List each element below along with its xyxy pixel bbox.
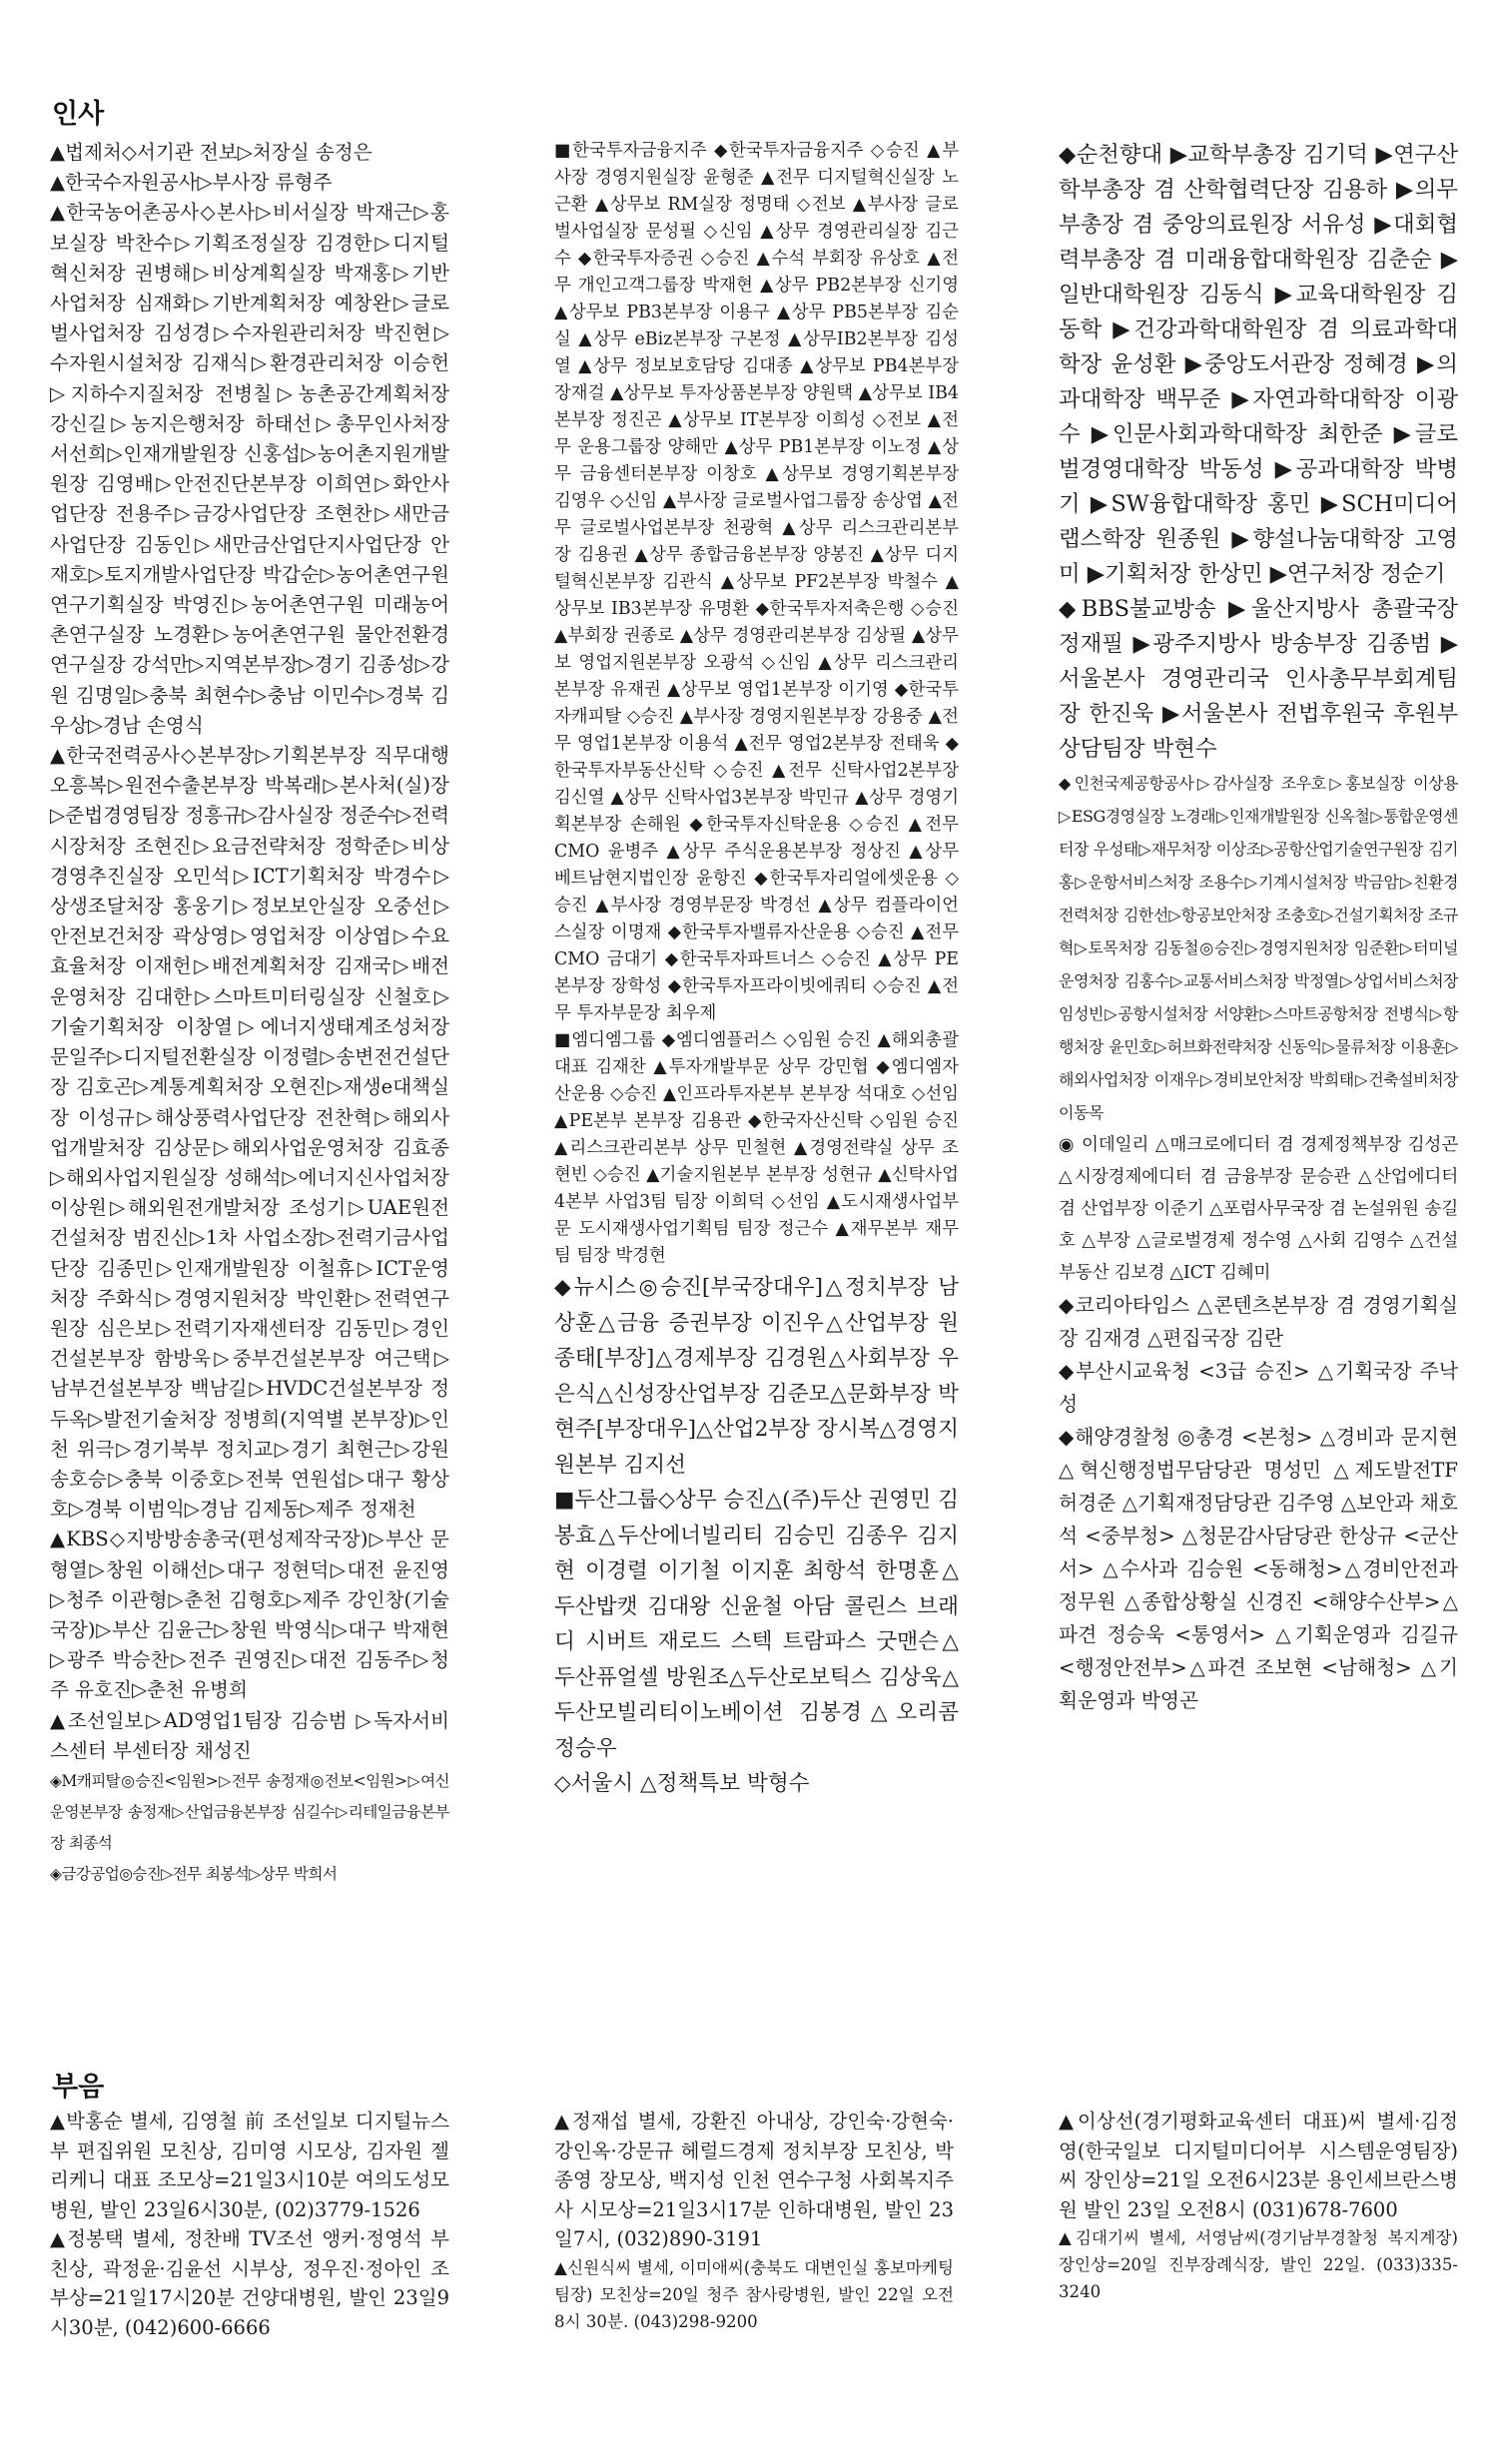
appointment-entry: ◉ 이데일리 △매크로에디터 겸 경제정책부장 김성곤 △시장경제에디터 겸 금융부장 문승관 △산업에디터겸 산업부장 이준기 △포럼사무국장 겸 논설위원 송길호 △부장 △글로벌경제 정수영 △사회 김영수 △건설부동산 김보경 △ICT 김혜미 (1059, 1135, 1458, 1283)
obituary-entry: ▲박홍순 별세, 김영철 前 조선일보 디지털뉴스부 편집위원 모친상, 김미영 시모상, 김자원 젤리케니 대표 조모상=21일3시10분 여의도성모병원, 발인 23일6시30분, (02)3779-1526 (50, 2110, 449, 2221)
appointment-entry: ▲한국농어촌공사◇본사▷비서실장 박재근▷홍보실장 박찬수▷기획조정실장 김경한▷디지털혁신처장 권병해▷비상계획실장 박재홍▷기반사업처장 심재화▷기반계획처장 예창완▷글로벌사업처장 김성경▷수자원관리처장 박진현▷수자원시설처장 김재식▷환경관리처장 이승헌▷지하수지질처장 전병칠▷농촌공간계획처장 강신길▷농지은행처장 하태선▷총무인사처장 서선희▷인재개발원장 신홍섭▷농어촌지원개발원장 김영배▷안전진단본부장 이희연▷화안사업단장 전용주▷금강사업단장 조현찬▷새만금사업단장 김동인▷새만금산업단지사업단장 안재호▷토지개발사업단장 박갑순▷농어촌연구원 연구기획실장 박영진▷농어촌연구원 미래농어촌연구실장 노경환▷농어촌연구원 물안전환경연구실장 강석만▷지역본부장▷경기 김종성▷강원 김명일▷충북 최현수▷충남 이민수▷경북 김우상▷경남 손영식 (50, 201, 449, 737)
obituary-entry: ▲김대기씨 별세, 서영남씨(경기남부경찰청 복지계장) 장인상=20일 진부장례식장, 발인 22일. (033)335-3240 (1059, 2228, 1458, 2301)
personnel-column-3 (1059, 138, 1458, 1717)
obituary-entry: ▲이상선(경기평화교육센터 대표)씨 별세·김정영(한국일보 디지털미디어부 시스템운영팀장)씨 장인상=21일 오전6시23분 용인세브란스병원 발인 23일 오전8시 (031)678-7600 (1059, 2110, 1458, 2221)
appointment-entry: ▲한국전력공사◇본부장▷기획본부장 직무대행 오흥복▷원전수출본부장 박복래▷본사처(실)장▷준법경영팀장 정흥규▷감사실장 정준수▷전력시장처장 조현진▷요금전략처장 정학준▷비상경영추진실장 오민석▷ICT기획처장 박경수▷상생조달처장 홍웅기▷정보보안실장 오중선▷안전보건처장 곽상영▷영업처장 이상엽▷수요효율처장 이재헌▷배전계획처장 김재국▷배전운영처장 김대한▷스마트미터링실장 신철호▷기술기획처장 이창열▷에너지생태계조성처장 문일주▷디지털전환실장 이정렬▷송변전건설단장 김호곤▷계통계획처장 오현진▷재생e대책실장 이성규▷해상풍력사업단장 전찬혁▷해외사업개발처장 김상문▷해외사업운영처장 김효종▷해외사업지원실장 성해석▷에너지신사업처장 이상원▷해외원전개발처장 조성기▷UAE원전건설처장 범진신▷1차 사업소장▷전력기금사업단장 김종민▷인재개발원장 이철휴▷ICT운영처장 주화식▷경영지원처장 박인환▷전력연구원장 심은보▷전력기자재센터장 김동민▷경인건설본부장 함방욱▷중부건설본부장 여근택▷남부건설본부장 백남길▷HVDC건설본부장 정두옥▷발전기술처장 정병희(지역별 본부장)▷인천 위극▷경기북부 정치교▷경기 최현근▷강원 송호승▷충북 이중호▷전북 연원섭▷대구 황상호▷경북 이범익▷경남 김제동▷제주 정재천 (50, 744, 449, 1522)
appointment-entry: ▲조선일보▷AD영업1팀장 김승범 ▷독자서비스센터 부센터장 채성진 (50, 1708, 449, 1762)
appointment-entry: ■한국투자금융지주 ◆한국투자금융지주 ◇승진 ▲부사장 경영지원실장 윤형준 ▲전무 디지털혁신실장 노근환 ▲상무보 RM실장 정명태 ◇전보 ▲부사장 글로벌사업실장 문성필 ◇신임 ▲상무 경영관리실장 김근수 ◆한국투자증권 ◇승진 ▲수석 부회장 유상호 ▲전무 개인고객그룹장 박재현 ▲상무 PB2본부장 신기영 ▲상무보 PB3본부장 이용구 ▲상무 PB5본부장 김순실 ▲상무 eBiz본부장 구본정 ▲상무IB2본부장 김성열 ▲상무 정보보호담당 김대종 ▲상무보 PB4본부장 장재걸 ▲상무보 투자상품본부장 양원택 ▲상무보 IB4본부장 정진곤 ▲상무보 IT본부장 이희성 ◇전보 ▲전무 운용그룹장 양해만 ▲상무 PB1본부장 이노정 ▲상무 금융센터본부장 이창호 ▲상무보 경영기획본부장 김영우 ◇신임 ▲부사장 글로벌사업그룹장 송상엽 ▲전무 글로벌사업본부장 천광혁 ▲상무 리스크관리본부장 김용권 ▲상무 종합금융본부장 양봉진 ▲상무 디지털혁신본부장 김관식 ▲상무보 PF2본부장 박철수 ▲상무보 IB3본부장 유명환 ◆한국투자저축은행 ◇승진 ▲부회장 권종로 ▲상무 경영관리본부장 김상필 ▲상무보 영업지원본부장 오광석 ◇신임 ▲상무 리스크관리본부장 유재권 ▲상무보 영업1본부장 이기영 ◆한국투자캐피탈 ◇승진 ▲부사장 경영지원본부장 강용중 ▲전무 영업1본부장 이용석 ▲전무 영업2본부장 전태욱 ◆한국투자부동산신탁 ◇승진 ▲전무 신탁사업2본부장 김신열 ▲상무 신탁사업3본부장 박민규 ▲상무 경영기획본부장 손해원 ◆한국투자신탁운용 ◇승진 ▲전무 CMO 윤병주 ▲상무 주식운용본부장 정상진 ▲상무 베트남현지법인장 윤항진 ◆한국투자리얼에셋운용 ◇승진 ▲부사장 경영부문장 박경선 ▲상무 컴플라이언스실장 이명재 ◆한국투자밸류자산운용 ◇승진 ▲전무 CMO 금대기 ◆한국투자파트너스 ◇승진 ▲상무 PE본부장 장학성 ◆한국투자프라이빗에쿼티 ◇승진 ▲전무 투자부문장 최우제 (554, 141, 959, 1023)
appointment-entry: ■두산그룹◇상무 승진△(주)두산 권영민 김봉효△두산에너빌리티 김승민 김종우 김지현 이경렬 이기철 이지훈 최항석 한명훈△두산밥캣 김대왕 신윤철 아담 콜린스 브래디 시버트 재로드 스텍 트람파스 굿맨슨△두산퓨얼셀 방원조△두산로보틱스 김상욱△두산모빌리티이노베이션 김봉경△오리콤 정승우 (554, 1488, 959, 1761)
appointment-entry: ◆부산시교육청 <3급 승진> △기획국장 주낙성 (1059, 1360, 1458, 1416)
appointment-entry: ◆뉴시스◎승진[부국장대우]△정치부장 남상훈△금융 증권부장 이진우△산업부장 원종태[부장]△경제부장 김경원△사회부장 우은식△신성장산업부장 김준모△문화부장 박현주[부장대우]△산업2부장 장시복△경영지원본부 김지선 (554, 1275, 959, 1478)
appointment-entry: ◆인천국제공항공사▷감사실장 조우호▷홍보실장 이상용▷ESG경영실장 노경래▷인재개발원장 신옥철▷통합운영센터장 우성태▷재무처장 이상조▷공항산업기술연구원장 김기홍▷운항서비스처장 조용수▷기계시설처장 박금암▷친환경전력처장 김한선▷항공보안처장 조충호▷건설기획처장 조규혁▷토목처장 김동철◎승진▷경영지원처장 임준환▷터미널운영처장 김홍수▷교통서비스처장 박정열▷상업서비스처장 임성빈▷공항시설처장 서양환▷스마트공항처장 전병식▷항행처장 윤민호▷허브화전략처장 신동익▷물류처장 이용훈▷해외사업처장 이재우▷경비보안처장 박희태▷건축설비처장 이동목 (1059, 774, 1458, 1122)
appointment-entry: ◆BBS불교방송 ▶울산지방사 총괄국장 정재필 ▶광주지방사 방송부장 김종범 ▶서울본사 경영관리국 인사총무부회계팀장 한진욱 ▶서울본사 전법후원국 후원부 상담팀장 박현수 (1059, 596, 1458, 762)
obituary-column-1 (50, 2107, 449, 2342)
personnel-column-1 (50, 138, 449, 1890)
appointment-entry: ◈금강공업◎승진▷전무 최봉석▷상무 박희서 (50, 1864, 338, 1883)
section-title-obituary: 부음 (52, 2072, 105, 2103)
section-title-personnel: 인사 (52, 99, 105, 130)
appointment-entry: ▲법제처◇서기관 전보▷처장실 송정은 (50, 141, 373, 164)
appointment-entry: ▲한국수자원공사▷부사장 류형주 (50, 171, 333, 195)
obituary-entry: ▲정재섭 별세, 강환진 아내상, 강인숙·강현숙·강인옥·강문규 헤럴드경제 정치부장 모친상, 박종영 장모상, 백지성 인천 연수구청 사회복지주사 시모상=21일3시17분 인하대병원, 발인 23일7시, (032)890-3191 (554, 2110, 954, 2250)
appointment-entry: ◈M캐피탈◎승진<임원>▷전무 송정재◎전보<임원>▷여신운영본부장 송정재▷산업금융본부장 심길수▷리테일금융본부장 최종석 (50, 1771, 449, 1852)
appointment-entry: ■엠디엠그룹 ◆엠디엠플러스 ◇임원 승진 ▲해외총괄 대표 김재찬 ▲투자개발부문 상무 강민협 ◆엠디엠자산운용 ◇승진 ▲인프라투자본부 본부장 석대호 ◇선임 ▲PE본부 본부장 김용관 ◆한국자산신탁 ◇임원 승진 ▲리스크관리본부 상무 민철현 ▲경영전략실 상무 조현빈 ◇승진 ▲기술지원본부 본부장 성현규 ▲신탁사업4본부 사업3팀 팀장 이희덕 ◇선임 ▲도시재생사업부문 도시재생사업기획팀 팀장 정근수 ▲재무본부 재무팀 팀장 박경현 (554, 1030, 959, 1266)
appointment-entry: ▲KBS◇지방방송총국(편성제작국장)▷부산 문형열▷창원 이해선▷대구 정현덕▷대전 윤진영▷청주 이관형▷춘천 김형호▷제주 강인창(기술국장)▷부산 김윤근▷창원 박영식▷대구 박재현▷광주 박승찬▷전주 권영진▷대전 김동주▷청주 유호진▷춘천 유병희 (50, 1528, 449, 1702)
obituary-entry: ▲정봉택 별세, 정찬배 TV조선 앵커·정영석 부친상, 곽정윤·김윤선 시부상, 정우진·정아인 조부상=21일17시20분 건양대병원, 발인 23일9시30분, (042)600-6666 (50, 2227, 449, 2339)
appointment-entry: ◆해양경찰청 ◎총경 <본청> △경비과 문지현 △혁신행정법무담당관 명성민 △제도발전TF 허경준 △기획재정담당관 김주영 △보안과 채호석 <중부청> △청문감사담당관 한상규 <군산서> △수사과 김승원 <동해청>△경비안전과 정무원 △종합상황실 신경진 <해양수산부>△파견 정승욱 <통영서> △기획운영과 김길규 <행정안전부>△파견 조보현 <남해청> △기획운영과 박영곤 (1059, 1426, 1458, 1712)
obituary-entry: ▲신원식씨 별세, 이미애씨(충북도 대변인실 홍보마케팅팀장) 모친상=20일 청주 참사랑병원, 발인 22일 오전 8시 30분. (043)298-9200 (554, 2257, 954, 2331)
appointment-entry: ◆코리아타임스 △콘텐츠본부장 겸 경영기획실장 김재경 △편집국장 김란 (1059, 1294, 1458, 1350)
obituary-column-3 (1059, 2107, 1458, 2305)
obituary-column-2 (554, 2107, 954, 2335)
appointment-entry: ◇서울시 △정책특보 박형수 (554, 1771, 810, 1796)
personnel-column-2 (554, 138, 959, 1802)
appointment-entry: ◆순천향대 ▶교학부총장 김기덕 ▶연구산학부총장 겸 산학협력단장 김용하 ▶의무부총장 겸 중앙의료원장 서유성 ▶대회협력부총장 겸 미래융합대학원장 김춘순 ▶일반대학원장 김동식 ▶교육대학원장 김동학 ▶건강과학대학원장 겸 의료과학대학장 윤성환 ▶중앙도서관장 정혜경 ▶의과대학장 백무준 ▶자연과학대학장 이광수 ▶인문사회과학대학장 최한준 ▶글로벌경영대학장 박동성 ▶공과대학장 박병기 ▶SW융합대학장 홍민 ▶SCH미디어랩스학장 원종원 ▶향설나눔대학장 고영미 ▶기획처장 한상민 ▶연구처장 정순기 (1059, 142, 1458, 587)
